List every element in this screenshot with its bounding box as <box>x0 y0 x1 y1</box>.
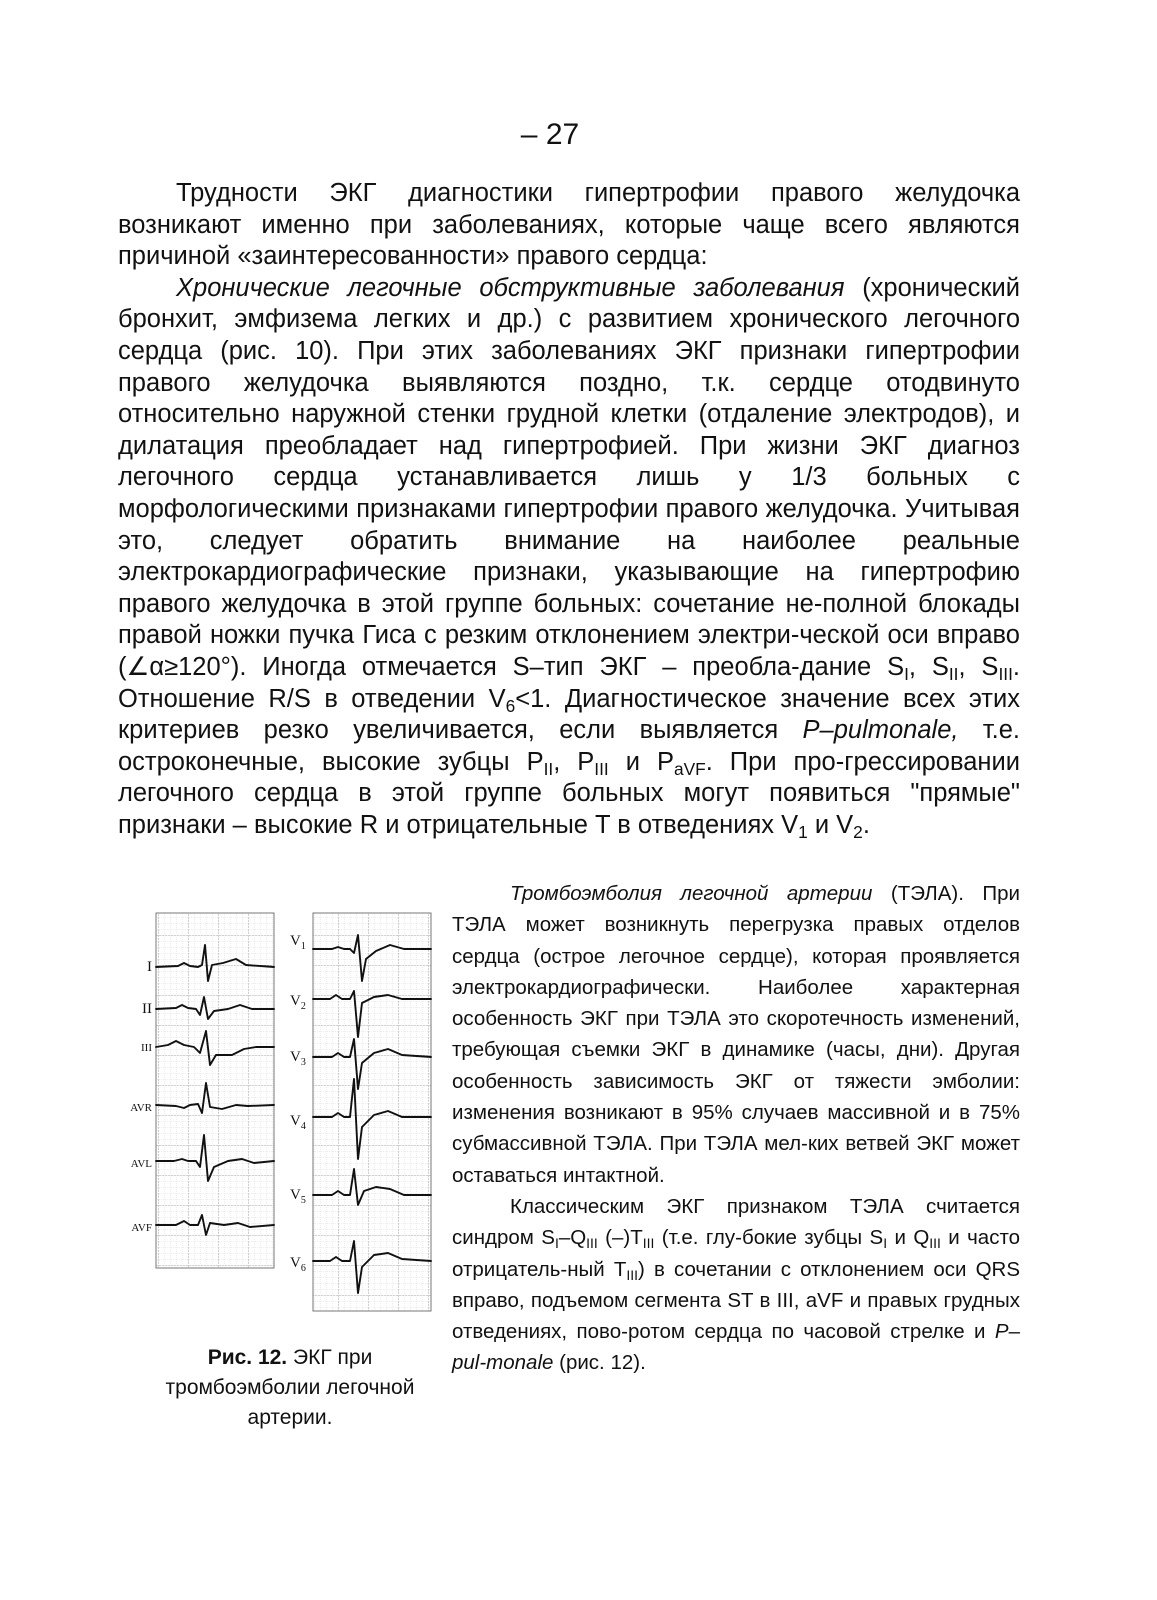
ecg-figure-svg <box>128 905 438 1317</box>
text-fragment: и P <box>608 747 674 776</box>
lead-label-v1: $V_1$ <box>290 933 306 952</box>
caption-label: Рис. 12. <box>207 1346 288 1369</box>
subscript: III <box>626 1266 639 1283</box>
subscript: III <box>642 1235 655 1252</box>
lead-label-avr: AVR <box>130 1102 152 1114</box>
text-fragment: (–)T <box>597 1226 643 1250</box>
subscript: I <box>904 663 909 684</box>
text-fragment: (т.е. глу-бокие зубцы S <box>654 1226 884 1250</box>
paragraph-pe <box>452 878 1020 1191</box>
text-fragment: . При про-грессировании легочного сердца в этой группе больных могут появиться "прямые" признаки – высокие R и отрицательные T в отведениях V <box>118 747 1020 839</box>
lead-label-v4: $V_4$ <box>290 1113 306 1132</box>
text-fragment: . <box>862 810 870 839</box>
subscript: 2 <box>853 821 863 842</box>
text-fragment: (рис. 12). <box>553 1351 646 1375</box>
chest-grid <box>313 913 431 1311</box>
subscript: III <box>998 663 1013 684</box>
term-copd: Хронические легочные обструктивные заболевания <box>176 273 845 302</box>
text-fragment: , S <box>958 652 999 681</box>
text-fragment: Классическим ЭКГ признаком ТЭЛА считается синдром S <box>452 1194 1020 1250</box>
paragraph-pe-classic <box>452 1191 1020 1379</box>
subscript: aVF <box>673 758 706 779</box>
figure-caption <box>140 1343 440 1433</box>
lead-label-v3: $V_3$ <box>290 1049 306 1068</box>
main-text <box>118 178 1020 841</box>
ecg-figure <box>128 905 438 1317</box>
paragraph-copd <box>118 273 1020 842</box>
caption-text: ЭКГ при тромбоэмболии легочной артерии. <box>165 1346 415 1429</box>
page-number: – 27 <box>520 118 580 151</box>
text-fragment: , S <box>908 652 949 681</box>
subscript: III <box>586 1235 598 1252</box>
limb-lead-labels <box>130 959 152 1234</box>
term-p-pulmonale-2: P–pul-monale <box>452 1320 1020 1375</box>
text-fragment: –Q <box>558 1226 587 1250</box>
lead-label-iii: III <box>141 1042 152 1054</box>
text-fragment: <1. Диагностическое значение всех этих критериев резко увеличивается, если выявляется <box>118 684 1020 745</box>
subscript: 1 <box>798 821 808 842</box>
subscript: 6 <box>505 695 516 716</box>
subscript: III <box>929 1235 941 1252</box>
lead-label-avl: AVL <box>130 1158 152 1170</box>
term-pe: Тромбоэмболия легочной артерии <box>510 882 873 905</box>
subscript: II <box>948 663 959 684</box>
text-fragment: и V <box>807 810 854 839</box>
lead-label-ii: II <box>142 1001 152 1017</box>
subscript: I <box>554 1235 559 1252</box>
lead-label-avf: AVF <box>131 1222 152 1234</box>
subscript: III <box>594 758 609 779</box>
lead-label-v5: $V_5$ <box>290 1187 306 1206</box>
term-p-pulmonale: P–pulmonale, <box>802 716 959 745</box>
paragraph-intro: Трудности ЭКГ диагностики гипертрофии правого желудочка возникают именно при заболеваниях, которые чаще всего являются причиной «заинтересованности» правого сердца: <box>118 179 1020 271</box>
chest-lead-labels <box>290 933 306 1274</box>
lead-label-v2: $V_2$ <box>290 993 306 1012</box>
lead-label-v6: $V_6$ <box>290 1255 306 1274</box>
text-fragment: и Q <box>887 1226 930 1250</box>
subscript: II <box>543 758 554 779</box>
text-fragment: т.е. остроконечные, высокие зубцы P <box>118 716 1020 776</box>
right-column-text <box>452 878 1020 1379</box>
text-fragment: (ТЭЛА). При ТЭЛА может возникнуть перегрузка правых отделов сердца (острое легочное сердце), которая проявляется электрокардиографически. Наиболее характерная особенность ЭКГ при ТЭЛА это скоротечность изменений, требующая съемки ЭКГ в динамике (часы, дни). Другая особенность зависимость ЭКГ от тяжести эмболии: изменения возникают в 95% случаев массивной и в 75% субмассивной ТЭЛА. При ТЭЛА мел-ких ветвей ЭКГ может оставаться интактной. <box>452 882 1020 1187</box>
text-fragment: ) в сочетании с отклонением оси QRS вправо, подъемом сегмента ST в III, aVF и правых грудных отведениях, пово-ротом сердца по часовой стрелке и <box>452 1257 1020 1344</box>
subscript: I <box>883 1235 888 1252</box>
lead-label-i: I <box>147 959 152 975</box>
text-fragment: , P <box>553 747 595 776</box>
text-fragment: (хронический бронхит, эмфизема легких и др.) с развитием хронического легочного сердца (рис. 10). При этих заболеваниях ЭКГ признаки гипертрофии правого желудочка выявляются поздно, т.к. сердце отодвинуто относительно наружной стенки грудной клетки (отдаление электродов), и дилатация преобладает над гипертрофией. При жизни ЭКГ диагноз легочного сердца устанавливается лишь у 1/3 больных с морфологическими признаками гипертрофии правого желудочка. Учитывая это, следует обратить внимание на наиболее реальные электрокардиографические признаки, указывающие на гипертрофию правого желудочка в этой группе больных: сочетание не-полной блокады правой ножки пучка Гиса с резким отклонением электри-ческой оси вправо (∠α≥120°). Иногда отмечается S–тип ЭКГ – преобла-дание S <box>118 273 1020 681</box>
text-fragment: . Отношение R/S в отведении V <box>118 652 1020 713</box>
text-fragment: и часто отрицатель-ный T <box>452 1226 1021 1281</box>
